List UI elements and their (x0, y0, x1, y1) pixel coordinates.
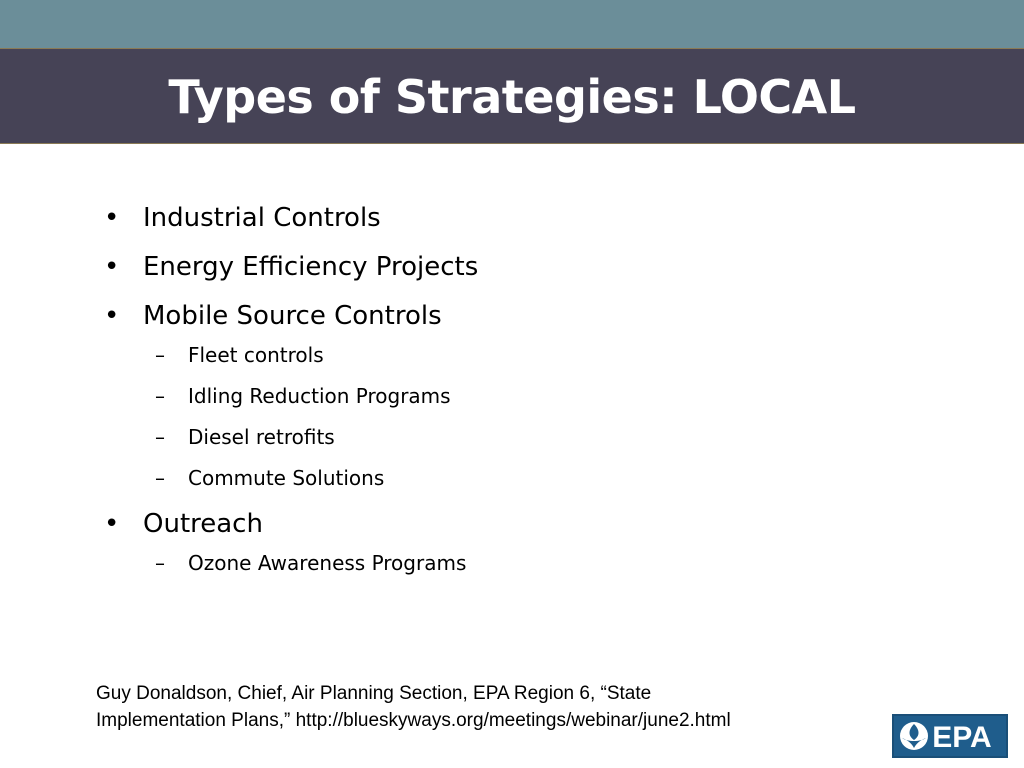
sub-bullet-label: Diesel retrofits (188, 425, 335, 449)
sub-bullet-list (143, 340, 478, 493)
sub-bullet-list (143, 548, 478, 578)
bullet-icon: • (104, 203, 120, 233)
sub-bullet-item (143, 463, 478, 493)
sub-bullet-item (143, 340, 478, 370)
sub-bullet-item (143, 381, 478, 411)
sub-bullet-label: Fleet controls (188, 343, 324, 367)
title-bar (0, 48, 1024, 144)
dash-icon: – (155, 343, 165, 367)
epa-logo (892, 714, 1008, 758)
bullet-label: Energy Efficiency Projects (143, 252, 479, 282)
bullet-item (100, 249, 478, 285)
citation (96, 680, 876, 734)
sub-bullet-item (143, 422, 478, 452)
sub-bullet-item (143, 548, 478, 578)
citation-line-2: Implementation Plans,” http://blueskyways.org/meetings/webinar/june2.html (96, 710, 731, 731)
bullet-icon: • (104, 252, 120, 282)
bullet-item (100, 298, 478, 493)
top-band (0, 0, 1024, 48)
slide-title: Types of Strategies: LOCAL (168, 70, 856, 124)
bullet-label: Outreach (143, 509, 263, 539)
bullet-icon: • (104, 509, 120, 539)
dash-icon: – (155, 551, 165, 575)
sub-bullet-label: Idling Reduction Programs (188, 384, 451, 408)
dash-icon: – (155, 466, 165, 490)
bullet-item (100, 506, 478, 578)
dash-icon: – (155, 425, 165, 449)
bullet-item (100, 200, 478, 236)
bullet-label: Mobile Source Controls (143, 301, 442, 331)
epa-logo-icon (896, 718, 1004, 754)
bullet-icon: • (104, 301, 120, 331)
bullet-label: Industrial Controls (143, 203, 381, 233)
bullet-list (100, 200, 478, 591)
citation-line-1: Guy Donaldson, Chief, Air Planning Section, EPA Region 6, “State (96, 683, 652, 704)
sub-bullet-label: Commute Solutions (188, 466, 385, 490)
epa-logo-text: EPA (932, 721, 992, 754)
sub-bullet-label: Ozone Awareness Programs (188, 551, 467, 575)
dash-icon: – (155, 384, 165, 408)
